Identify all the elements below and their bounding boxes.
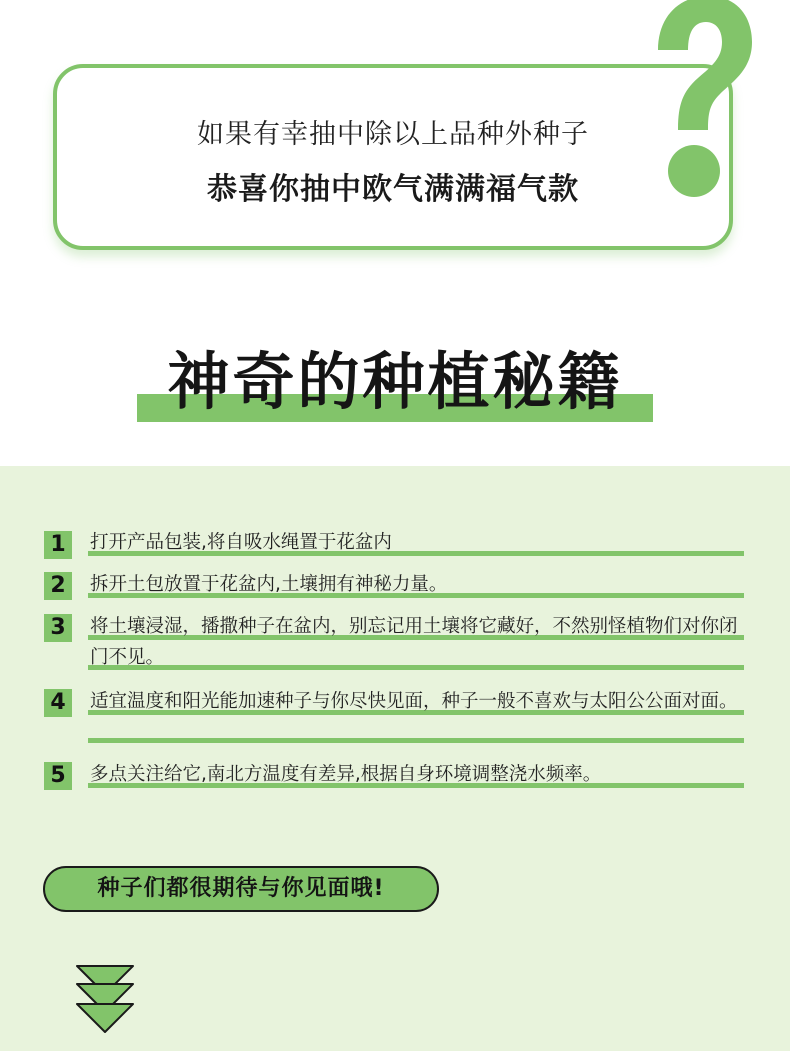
step-number-4: 4: [44, 689, 72, 717]
page-title: 神奇的种植秘籍: [167, 345, 623, 418]
step-number-2: 2: [44, 572, 72, 600]
footer-pill: 种子们都很期待与你见面哦!: [43, 866, 439, 912]
step-number-3: 3: [44, 614, 72, 642]
step-text-4: 适宜温度和阳光能加速种子与你尽快见面，种子一般不喜欢与太阳公公面对面。: [90, 691, 738, 712]
step-text-3: 将土壤浸湿，播撒种子在盆内，别忘记用土壤将它藏好，不然别怪植物们对你闭门不见。: [90, 616, 738, 668]
step-text-5: 多点关注给它,南北方温度有差异,根据自身环境调整浇水频率。: [90, 764, 602, 785]
step-number-5: 5: [44, 762, 72, 790]
notice-line-1: 如果有幸抽中除以上品种外种子: [197, 119, 589, 150]
chevrons-down-icon: [76, 964, 134, 1036]
title-block: [137, 340, 653, 424]
step-underline-4b: [88, 738, 744, 743]
notice-line-2: 恭喜你抽中欧气满满福气款: [207, 172, 579, 207]
step-number-1: 1: [44, 531, 72, 559]
step-text-1: 打开产品包装,将自吸水绳置于花盆内: [90, 532, 392, 553]
question-mark-icon: [628, 0, 758, 224]
step-text-2: 拆开土包放置于花盆内,土壤拥有神秘力量。: [90, 574, 448, 595]
